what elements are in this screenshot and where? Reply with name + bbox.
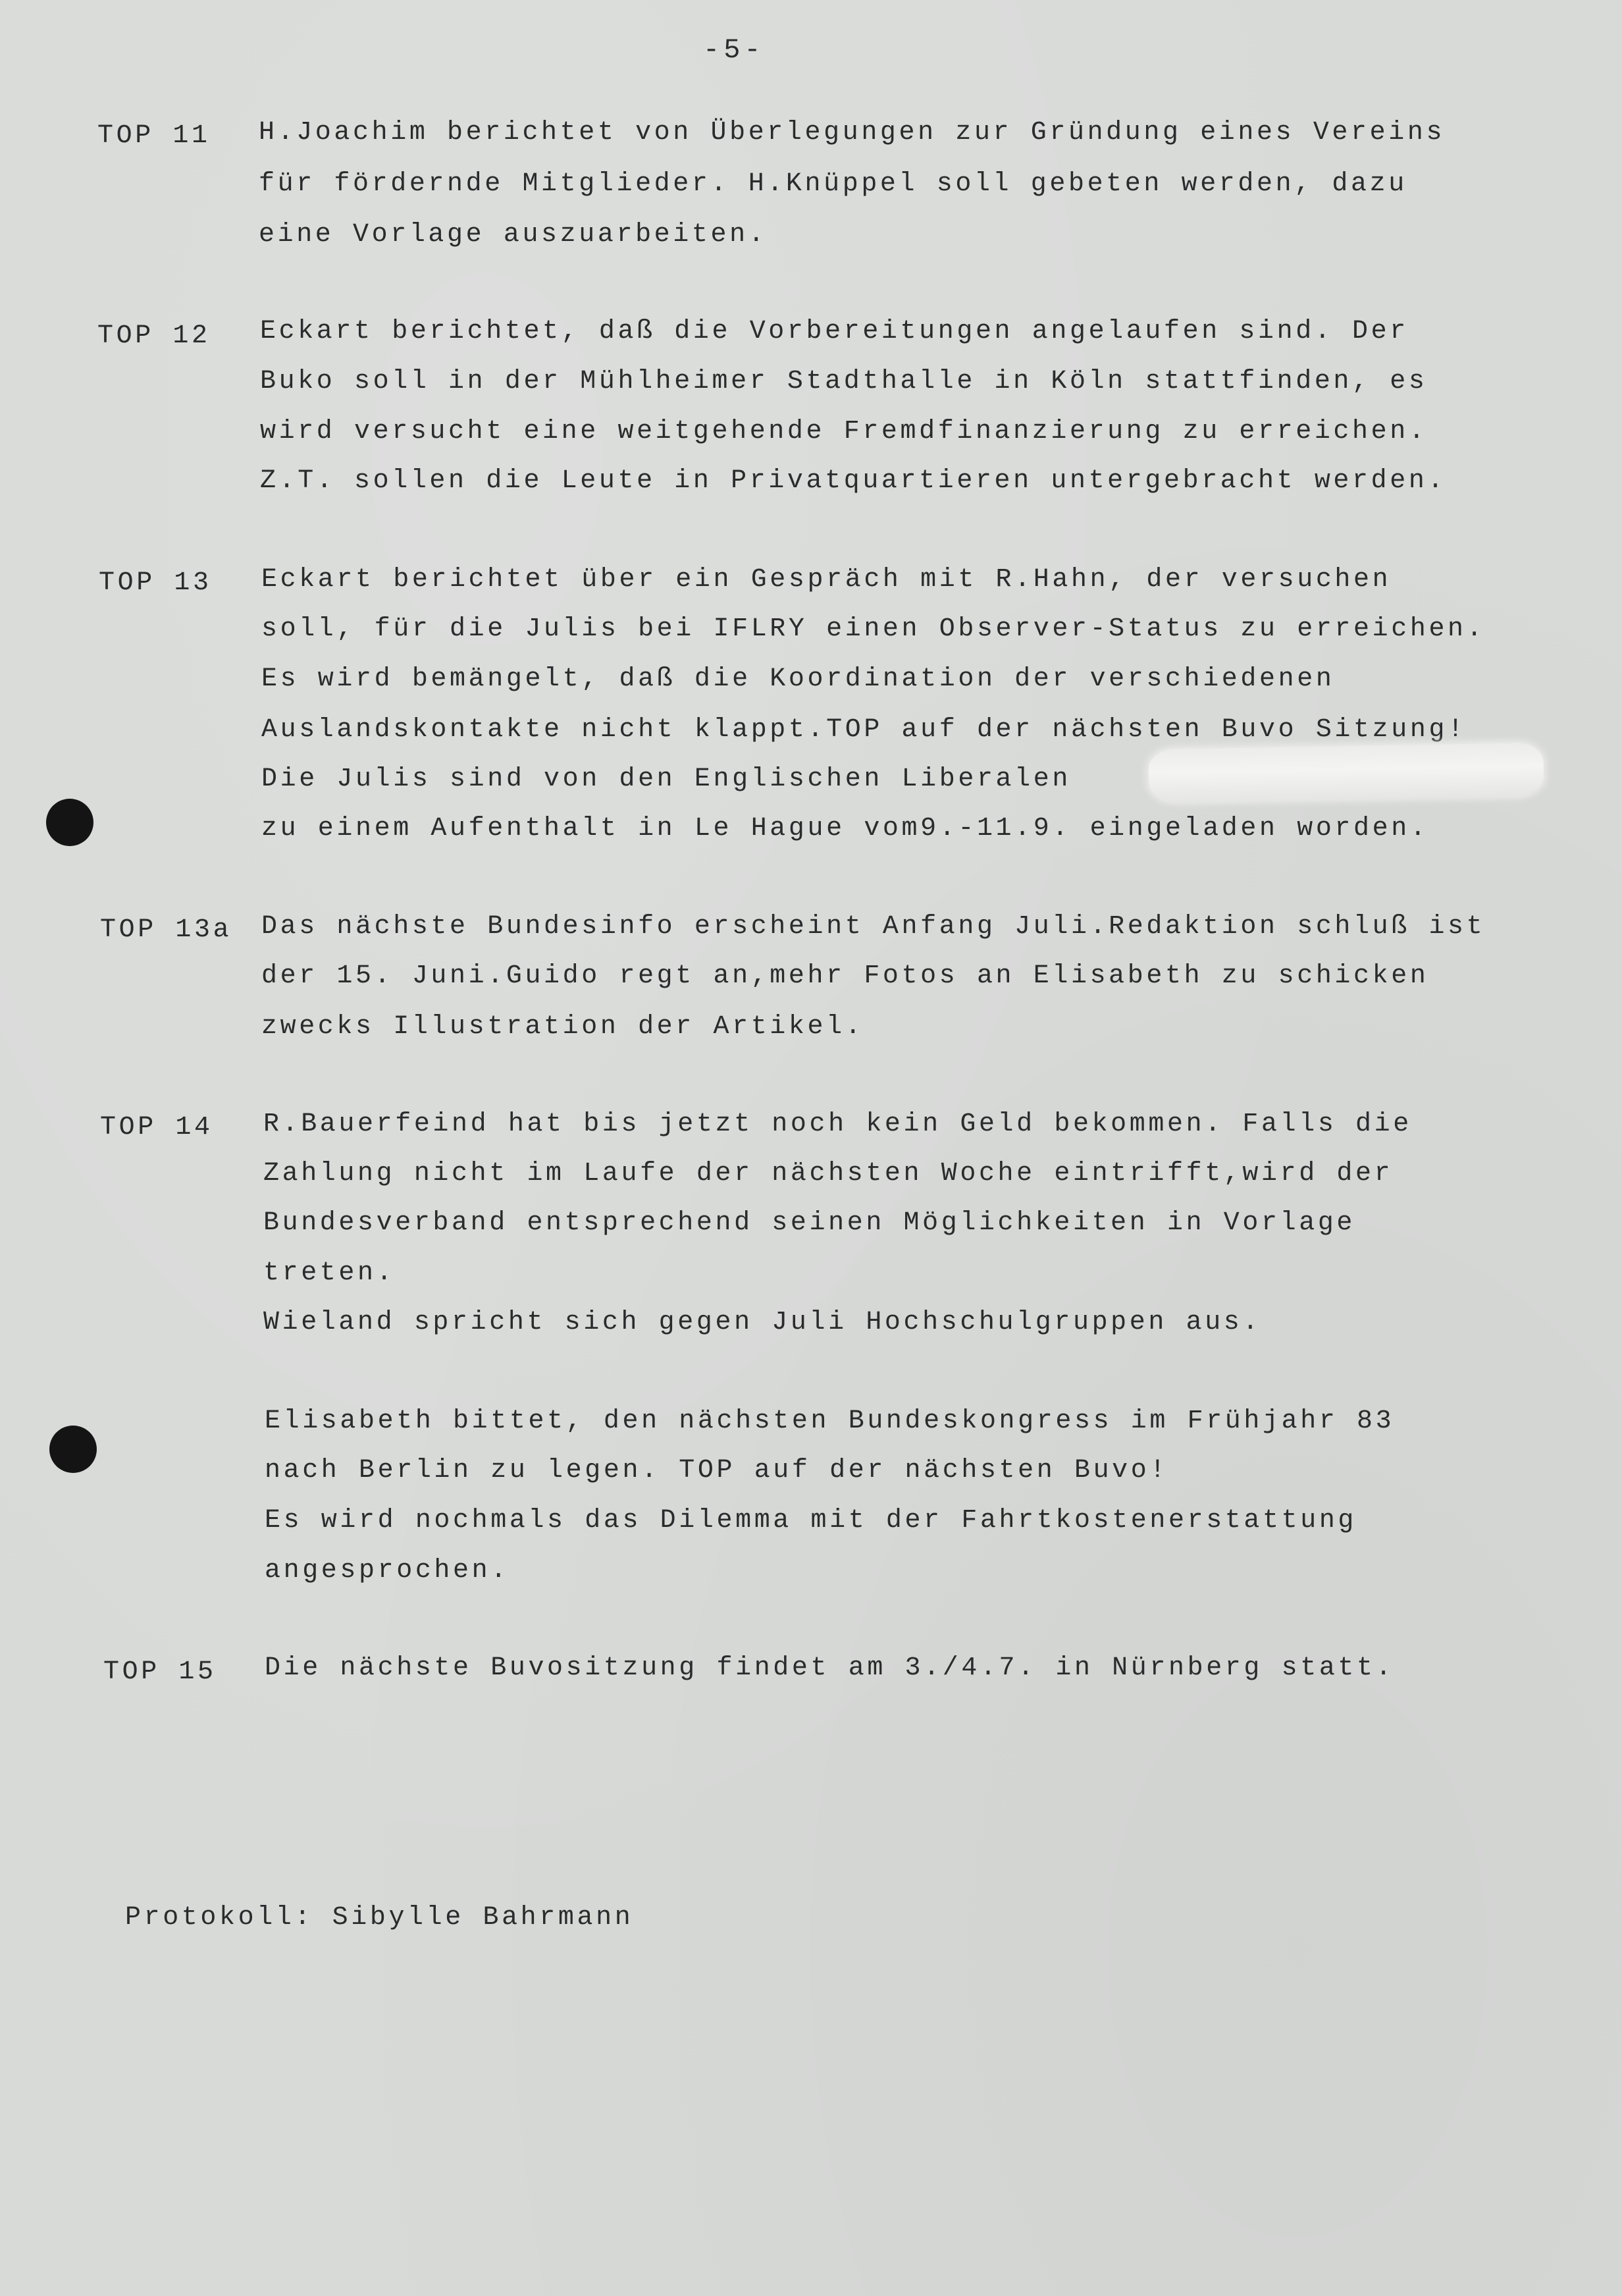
item-text-line: Das nächste Bundesinfo erscheint Anfang Juli.Redaktion schluß ist	[261, 912, 1486, 942]
item-text-line: Elisabeth bittet, den nächsten Bundeskongress im Frühjahr 83	[265, 1406, 1395, 1436]
item-text-line: Eckart berichtet, daß die Vorbereitungen angelaufen sind. Der	[260, 317, 1409, 346]
item-text-line: Die Julis sind von den Englischen Liberalen	[261, 764, 1071, 794]
item-text-line: Es wird bemängelt, daß die Koordination der verschiedenen	[261, 664, 1335, 694]
item-text-line: für fördernde Mitglieder. H.Knüppel soll gebeten werden, dazu	[259, 169, 1407, 199]
item-text-line: Die nächste Buvositzung findet am 3./4.7. in Nürnberg statt.	[265, 1653, 1395, 1683]
item-label: TOP 14	[100, 1113, 213, 1142]
item-label: TOP 12	[97, 321, 211, 351]
item-text-line: Es wird nochmals das Dilemma mit der Fahrtkostenerstattung	[265, 1506, 1357, 1535]
item-text-line: Auslandskontakte nicht klappt.TOP auf der nächsten Buvo Sitzung!	[261, 715, 1467, 745]
item-text-line: zwecks Illustration der Artikel.	[261, 1012, 864, 1042]
punch-hole-icon	[49, 1426, 97, 1473]
item-text-line: soll, für die Julis bei IFLRY einen Observer-Status zu erreichen.	[261, 614, 1486, 644]
item-label: TOP 13	[99, 568, 212, 598]
item-text-line: R.Bauerfeind hat bis jetzt noch kein Geld bekommen. Falls die	[263, 1109, 1412, 1139]
item-text-line: Wieland spricht sich gegen Juli Hochschulgruppen aus.	[263, 1308, 1262, 1337]
item-text-line: H.Joachim berichtet von Überlegungen zur Gründung eines Vereins	[259, 118, 1446, 147]
item-text-line: Z.T. sollen die Leute in Privatquartieren untergebracht werden.	[260, 466, 1447, 496]
item-text-line: nach Berlin zu legen. TOP auf der nächsten Buvo!	[265, 1456, 1168, 1485]
item-text-line: eine Vorlage auszuarbeiten.	[259, 220, 768, 250]
correction-fluid-mark	[1148, 743, 1544, 802]
page-number: -5-	[703, 34, 765, 66]
item-text-line: wird versucht eine weitgehende Fremdfinanzierung zu erreichen.	[260, 417, 1428, 446]
item-text-line: angesprochen.	[265, 1556, 510, 1586]
item-label: TOP 11	[97, 121, 211, 151]
item-text-line: treten.	[263, 1258, 396, 1288]
punch-hole-icon	[46, 799, 93, 846]
item-text-line: Bundesverband entsprechend seinen Möglichkeiten in Vorlage	[263, 1208, 1356, 1238]
item-label: TOP 15	[103, 1657, 217, 1687]
item-text-line: Buko soll in der Mühlheimer Stadthalle in Köln stattfinden, es	[260, 367, 1428, 396]
item-text-line: Eckart berichtet über ein Gespräch mit R.Hahn, der versuchen	[261, 565, 1392, 595]
item-text-line: Zahlung nicht im Laufe der nächsten Woche eintrifft,wird der	[263, 1159, 1394, 1188]
item-text-line: der 15. Juni.Guido regt an,mehr Fotos an Elisabeth zu schicken	[261, 961, 1429, 991]
protocol-signature: Protokoll: Sibylle Bahrmann	[125, 1903, 634, 1933]
item-text-line: zu einem Aufenthalt in Le Hague vom9.-11.9. eingeladen worden.	[261, 814, 1429, 843]
item-label: TOP 13a	[100, 915, 232, 945]
